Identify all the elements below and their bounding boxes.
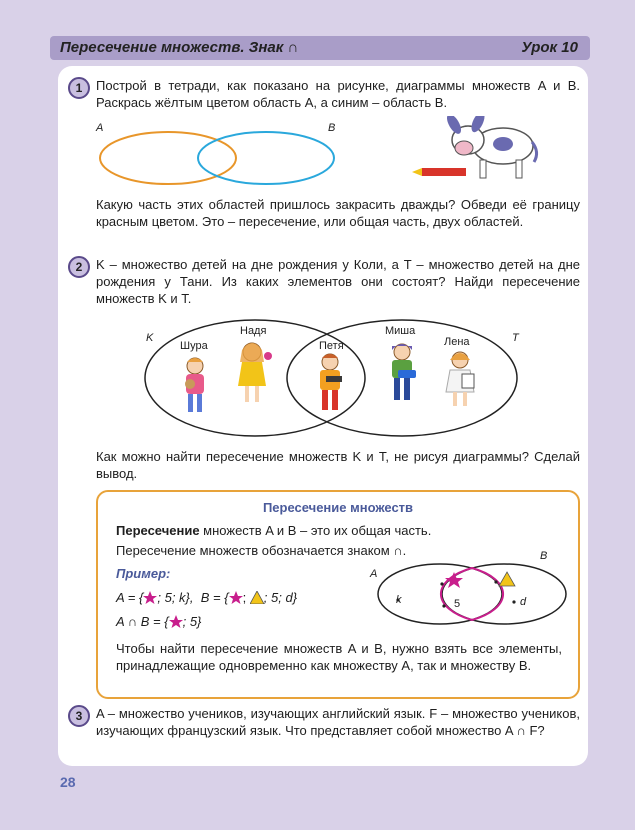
rule-conclusion: Чтобы найти пересечение множеств A и B, нужно взять все элементы, принадлежащие одновременно как множеству A, так и множеству B.	[116, 641, 562, 673]
header-bar	[50, 36, 590, 60]
star-icon	[169, 615, 183, 628]
example-venn-diagram	[374, 558, 568, 630]
set-b-label: B	[328, 122, 336, 134]
task-3-number: 3	[68, 705, 90, 727]
task-3-text: A – множество учеников, изучающих английский язык. F – множество учеников, изучающих французский язык. Что представляет собой множество A ∩ F?	[96, 706, 580, 738]
child-name-nadya: Надя	[240, 325, 267, 337]
task-2-question: Как можно найти пересечение множеств K и T, не рисуя диаграммы? Сделай вывод.	[96, 449, 580, 481]
child-petya-icon	[312, 352, 348, 414]
star-icon	[229, 591, 243, 604]
example-intersection	[116, 613, 376, 630]
page-number: 28	[60, 774, 76, 790]
intersection-rest: ; 5}	[182, 614, 202, 629]
rule-symbol-text: Пересечение множеств обозначается знаком ∩.	[116, 543, 407, 558]
child-nadya-icon	[234, 340, 274, 406]
set-b-def-prefix: B = {	[200, 590, 229, 605]
set-a-def-rest: ; 5; k},	[157, 590, 194, 605]
task-2-number: 2	[68, 256, 90, 278]
child-shura-icon	[178, 356, 212, 416]
element-d: d	[520, 596, 527, 608]
rule-definition-term: Пересечение	[116, 523, 200, 538]
rule-definition-rest: множеств A и B – это их общая часть.	[199, 523, 432, 538]
triangle-icon	[250, 591, 264, 604]
donkey-with-pencil-icon	[408, 116, 543, 188]
rule-definition	[116, 522, 556, 539]
set-b-def-rest: ; 5; d}	[263, 590, 298, 605]
example-set-a-b: A = { ; 5; k}, B = { ; ; 5; d}	[116, 590, 298, 605]
intersection-prefix: A ∩ B = {	[116, 614, 169, 629]
task-2-text: K – множество детей на дне рождения у Коли, а T – множество детей на дне рождения у Тани. Из каких элементов они состоят? Найди пересечение множеств K и T.	[96, 257, 580, 306]
star-icon	[143, 591, 157, 604]
example-label: Пример:	[116, 566, 171, 581]
child-name-shura: Шура	[180, 340, 208, 352]
task-1-text: Построй в тетради, как показано на рисунке, диаграммы множеств A и B. Раскрась жёлтым цветом область A, а синим – область B.	[96, 78, 580, 110]
lesson-number: Урок 10	[521, 39, 578, 56]
task-1-number: 1	[68, 77, 90, 99]
child-name-petya: Петя	[319, 340, 344, 352]
child-lena-icon	[444, 350, 480, 410]
set-t-label: T	[512, 332, 519, 344]
element-k: k	[396, 594, 402, 606]
rule-title: Пересечение множеств	[262, 500, 414, 515]
example-diagram-b-label: B	[540, 550, 548, 562]
child-misha-icon	[384, 342, 422, 404]
child-name-lena: Лена	[444, 336, 470, 348]
task-1-question: Какую часть этих областей пришлось закрасить дважды? Обведи её границу красным цветом. Это – пересечение, или общая часть, двух областей.	[96, 197, 580, 229]
venn-diagram-ab	[90, 128, 350, 188]
set-a-label: A	[96, 122, 104, 134]
set-a-def-prefix: A = {	[116, 590, 144, 605]
page-title: Пересечение множеств. Знак ∩	[60, 39, 299, 56]
set-k-label: K	[146, 332, 154, 344]
child-name-misha: Миша	[385, 325, 416, 337]
example-diagram-a-label: A	[370, 568, 378, 580]
rule-box	[96, 490, 580, 699]
element-5: 5	[454, 598, 461, 610]
